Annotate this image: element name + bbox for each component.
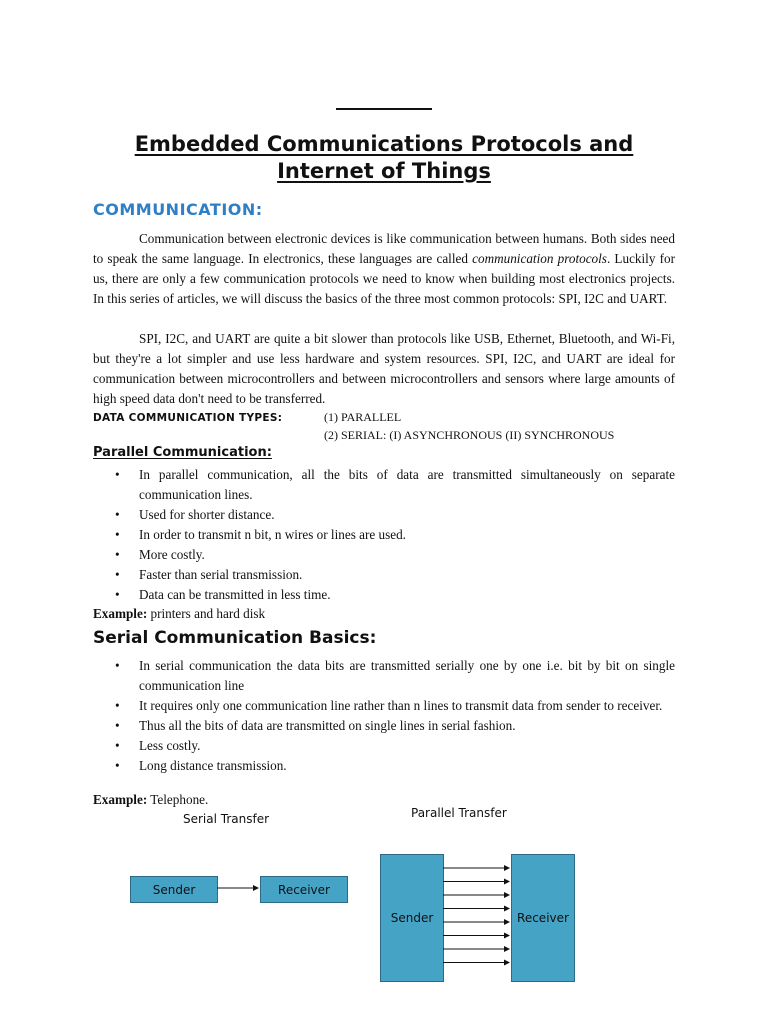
list-item: • It requires only one communication line rather than n lines to transmit data from sender to receiver. [93,696,675,716]
list-item: • Data can be transmitted in less time. [93,585,675,605]
p1-text-b: . Luckily for us, there are only a few communication protocols we need to know when building most electronics projects. In this series of articles, we will discuss the basics of the three most common protocols: SPI, I2C and UART. [93,251,675,306]
parallel-sender-box [380,854,444,982]
type-parallel: (1) PARALLEL [324,410,402,424]
parallel-bullet-list [93,465,675,605]
title-line-2: Internet of Things [277,159,491,183]
list-item: • In order to transmit n bit, n wires or lines are used. [93,525,675,545]
top-rule [336,108,432,110]
parallel-sender-label: Sender [390,911,434,925]
list-item: • Thus all the bits of data are transmitted on single lines in serial fashion. [93,716,675,736]
communication-paragraph-2: SPI, I2C, and UART are quite a bit slower than protocols like USB, Ethernet, Bluetooth, and Wi-Fi, but they're a lot simpler and use less hardware and system resources. SPI, I2C, and UART are ideal for communication between microcontrollers and between microcontrollers and sensors where large amounts of high speed data don't need to be transferred. [93,331,675,406]
serial-receiver-label: Receiver [278,882,330,897]
list-item: • In serial communication the data bits are transmitted serially one by one i.e. bit by bit on single communication line [93,656,675,696]
types-label: DATA COMMUNICATION TYPES: [93,412,283,424]
title-line-1: Embedded Communications Protocols and [134,132,634,156]
list-item: • Long distance transmission. [93,756,675,776]
p1-emphasis: communication protocols [472,251,607,266]
example-label: Example: [93,606,148,621]
list-item: • In parallel communication, all the bits of data are transmitted simultaneously on separate communication lines. [93,465,675,505]
communication-heading: COMMUNICATION: [93,200,263,219]
list-item: • Less costly. [93,736,675,756]
parallel-arrows [443,868,509,963]
type-serial: (2) SERIAL: (I) ASYNCHRONOUS (II) SYNCHRONOUS [324,428,615,442]
serial-transfer-title: Serial Transfer [183,812,270,826]
serial-sender-label: Sender [152,882,196,897]
list-item: • More costly. [93,545,675,565]
serial-bullet-list [93,656,675,776]
example-label: Example: [93,792,148,807]
parallel-example [93,604,265,624]
parallel-receiver-box [511,854,575,982]
p1-text-a: Communication between electronic devices is like communication between humans. Both sides need to speak the same language. In electronics, these languages are called [93,231,675,266]
data-communication-types [93,408,615,442]
example-text: printers and hard disk [147,606,266,621]
serial-receiver-box [260,876,348,903]
example-text: Telephone. [147,792,209,807]
parallel-transfer-title: Parallel Transfer [411,806,507,820]
serial-example [93,790,208,810]
list-item: • Used for shorter distance. [93,505,675,525]
parallel-heading: Parallel Communication: [93,445,272,460]
serial-heading: Serial Communication Basics: [93,628,377,648]
communication-paragraph-1 [93,229,675,309]
serial-sender-box [130,876,218,903]
list-item: • Faster than serial transmission. [93,565,675,585]
page-title [60,131,708,185]
parallel-receiver-label: Receiver [517,911,569,925]
